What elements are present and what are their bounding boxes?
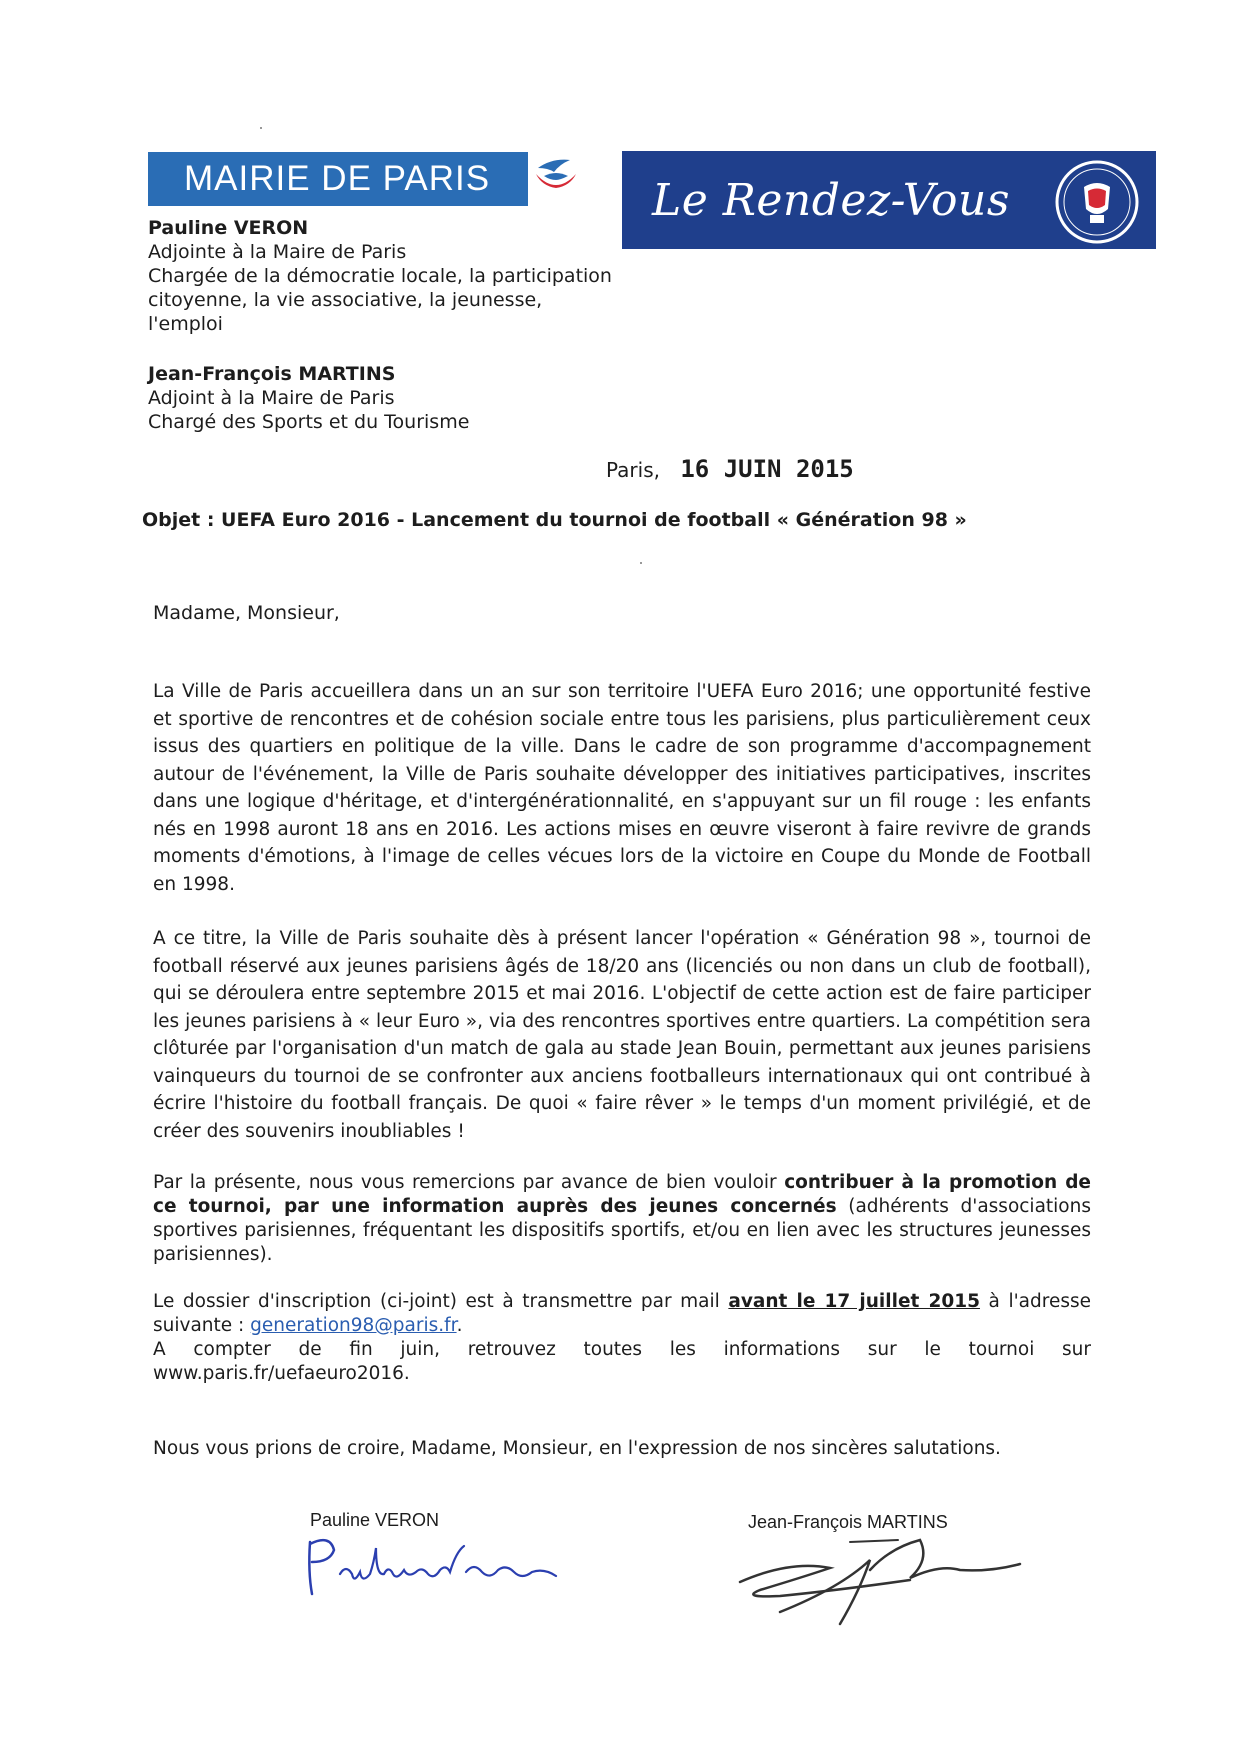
date-line bbox=[606, 455, 854, 483]
signatory-martins bbox=[148, 362, 469, 434]
body-paragraph: La Ville de Paris accueillera dans un an sur son territoire l'UEFA Euro 2016; une opportunité festive et sportive de rencontres et de cohésion sociale entre tous les parisiens, plus particulièrement ceux issus des quartiers en politique de la ville. Dans le cadre de son programme d'accompagnement autour de l'événement, la Ville de Paris souhaite développer des initiatives participatives, inscrites dans une logique d'héritage, et d'intergénérationnalité, en s'appuyant sur un fil rouge : les enfants nés en 1998 auront 18 ans en 2016. Les actions mises en œuvre viseront à faire revivre de grands moments d'émotions, à l'image de celles vécues lors de la victoire en Coupe du Monde de Football en 1998. bbox=[153, 681, 1091, 895]
paragraph-emphasis: contribuer à la promotion de ce tournoi, par une information auprès des jeunes concernés bbox=[153, 1172, 1091, 1217]
body-paragraph bbox=[153, 1290, 1091, 1386]
signatory-name: Pauline VERON bbox=[148, 217, 309, 239]
salutation: Madame, Monsieur, bbox=[153, 602, 340, 624]
deadline-text: avant le 17 juillet 2015 bbox=[728, 1291, 980, 1312]
signature-name-martins: Jean-François MARTINS bbox=[748, 1512, 948, 1532]
signatory-duties: Chargé des Sports et du Tourisme bbox=[148, 411, 470, 433]
email-link[interactable]: generation98@paris.fr bbox=[250, 1315, 457, 1336]
paragraph-text: A compter de fin juin, retrouvez toutes les informations sur le tournoi sur www.paris.fr/uefaeuro2016. bbox=[153, 1339, 1091, 1384]
euro-2016-emblem-icon bbox=[1054, 159, 1140, 245]
mairie-de-paris-logo bbox=[148, 152, 584, 206]
closing-paragraph: Nous vous prions de croire, Madame, Monsieur, en l'expression de nos sincères salutations. bbox=[153, 1438, 1001, 1459]
signatory-role: Adjoint à la Maire de Paris bbox=[148, 387, 395, 409]
date-city: Paris, bbox=[606, 458, 660, 482]
body-paragraph: A ce titre, la Ville de Paris souhaite dès à présent lancer l'opération « Génération 98 », tournoi de football réservé aux jeunes parisiens âgés de 18/20 ans (licenciés ou non dans un club de football), qui se déroulera entre septembre 2015 et mai 2016. L'objectif de cette action est de faire participer les jeunes parisiens à « leur Euro », via des rencontres sportives entre quartiers. La compétition sera clôturée par l'organisation d'un match de gala au stade Jean Bouin, permettant aux jeunes parisiens vainqueurs du tournoi de se confronter aux anciens footballeurs internationaux qui ont contribué à écrire l'histoire du football français. De quoi « faire rêver » le temps d'un moment privilégié, et de créer des souvenirs inoubliables ! bbox=[153, 928, 1091, 1142]
paragraph-text: (adhérents d'associations sportives parisiennes, fréquentant les dispositifs sportifs, et/ou en lien avec les structures jeunesses parisiennes). bbox=[153, 1196, 1091, 1265]
paragraph-text: Par la présente, nous vous remercions par avance de bien vouloir bbox=[153, 1172, 785, 1193]
subject-line: Objet : UEFA Euro 2016 - Lancement du tournoi de football « Génération 98 » bbox=[142, 509, 967, 531]
body-paragraph bbox=[153, 1171, 1091, 1267]
rendez-vous-title: Le Rendez-Vous bbox=[652, 174, 1010, 226]
signatory-duties: citoyenne, la vie associative, la jeunesse, bbox=[148, 289, 543, 311]
paragraph-text: à l'adresse suivante : bbox=[153, 1291, 1091, 1336]
signatory-name: Jean-François MARTINS bbox=[148, 363, 396, 385]
signature-name-veron: Pauline VERON bbox=[310, 1510, 440, 1530]
signatory-duties: Chargée de la démocratie locale, la participation bbox=[148, 265, 612, 287]
signatory-role: Adjointe à la Maire de Paris bbox=[148, 241, 407, 263]
mairie-logo-text: MAIRIE DE PARIS bbox=[184, 159, 491, 198]
signature-veron bbox=[300, 1532, 570, 1602]
date-stamp: 16 JUIN 2015 bbox=[680, 455, 854, 483]
signature-martins bbox=[720, 1520, 1040, 1630]
scan-speck bbox=[640, 562, 642, 564]
ship-emblem-icon bbox=[528, 152, 584, 206]
signatory-duties: l'emploi bbox=[148, 313, 223, 335]
scan-speck bbox=[260, 127, 262, 129]
rendez-vous-banner bbox=[622, 151, 1156, 249]
signatory-veron bbox=[148, 216, 612, 336]
paragraph-text: . bbox=[456, 1315, 463, 1336]
paragraph-text: Le dossier d'inscription (ci-joint) est à transmettre par mail bbox=[153, 1291, 729, 1312]
